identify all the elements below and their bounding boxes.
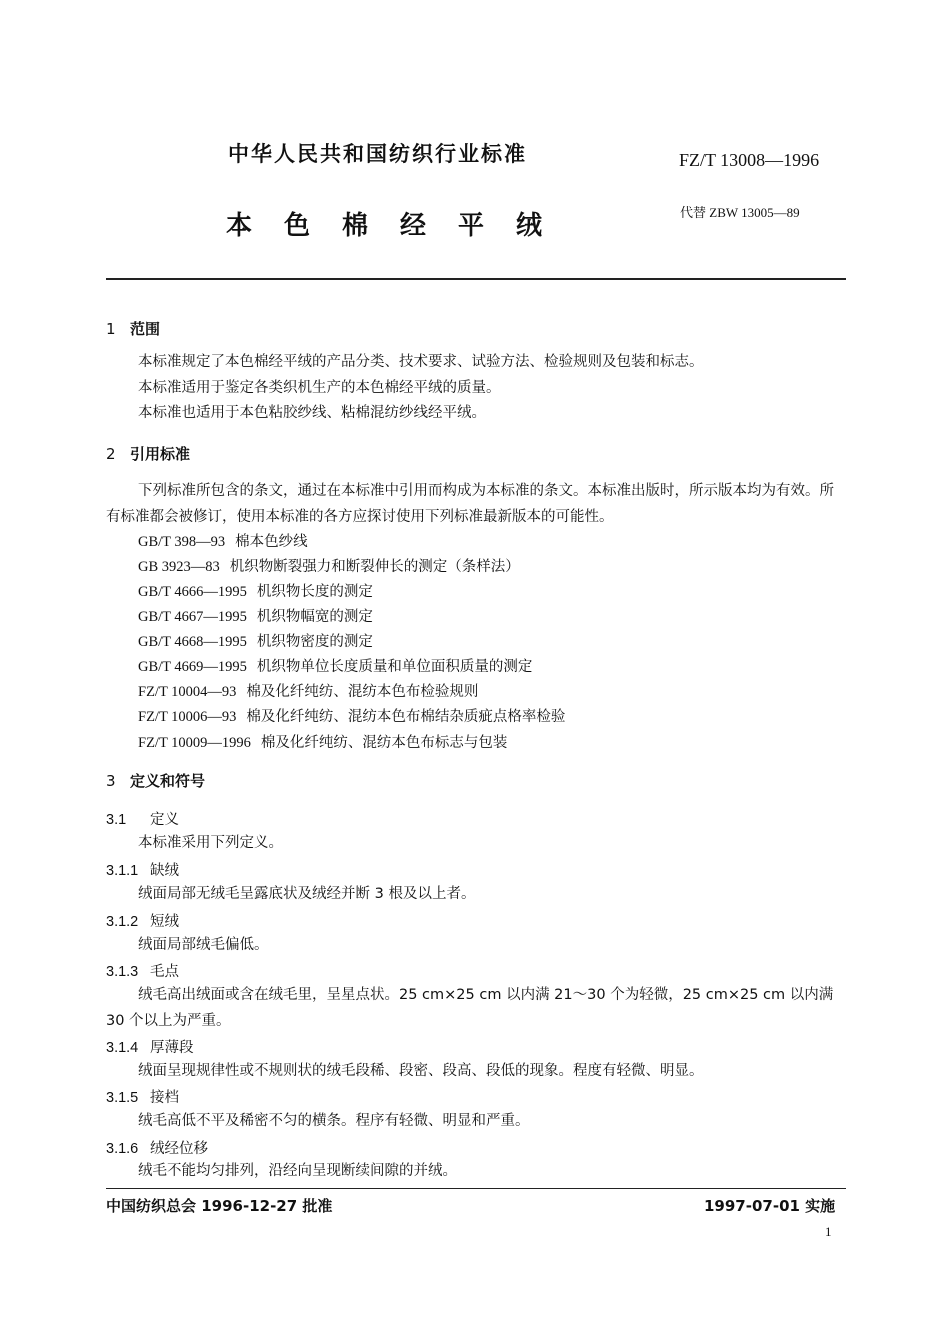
reference-item — [138, 530, 308, 551]
reference-item — [138, 655, 532, 676]
definition-term: 厚薄段 — [150, 1040, 194, 1056]
definition-text: 绒面局部绒毛偏低。 — [138, 937, 269, 953]
definition-term: 缺绒 — [150, 863, 179, 879]
reference-code: GB/T 4668—1995 — [138, 634, 247, 650]
paragraph: 本标准也适用于本色粘胶纱线、粘棉混纺纱线经平绒。 — [138, 405, 486, 421]
reference-item — [138, 605, 373, 626]
definition-number: 3.1.1 — [106, 863, 139, 879]
paragraph: 本标准采用下列定义。 — [138, 835, 283, 851]
reference-name: 机织物断裂强力和断裂伸长的测定（条样法） — [229, 559, 520, 575]
definition-heading — [106, 1036, 194, 1057]
definition-number: 3.1.3 — [106, 964, 139, 980]
reference-item — [138, 555, 520, 576]
reference-name: 机织物长度的测定 — [256, 584, 373, 600]
replaces-note: 代替 ZBW 13005—89 — [680, 205, 800, 220]
reference-code: FZ/T 10009—1996 — [138, 735, 251, 751]
definition-heading — [106, 1137, 208, 1158]
subsection-number: 3.1 — [106, 812, 127, 828]
section-title: 范围 — [130, 320, 161, 338]
reference-code: GB/T 4667—1995 — [138, 609, 247, 625]
reference-item — [138, 580, 373, 601]
definition-number: 3.1.2 — [106, 914, 139, 930]
reference-item — [138, 731, 507, 752]
definition-heading — [106, 1086, 179, 1107]
header-divider — [106, 278, 846, 280]
paragraph: 本标准适用于鉴定各类织机生产的本色棉经平绒的质量。 — [138, 380, 501, 396]
paragraph: 下列标准所包含的条文，通过在本标准中引用而构成为本标准的条文。本标准出版时，所示版本均为有效。所有标准都会被修订，使用本标准的各方应探讨使用下列标准最新版本的可能性。 — [106, 483, 834, 525]
reference-code: GB/T 4669—1995 — [138, 659, 247, 675]
definition-text: 绒毛不能均匀排列，沿经向呈现断续间隙的并绒。 — [138, 1163, 457, 1179]
paragraph: 本标准规定了本色棉经平绒的产品分类、技术要求、试验方法、检验规则及包装和标志。 — [138, 354, 704, 370]
reference-item — [138, 680, 478, 701]
reference-code: FZ/T 10006—93 — [138, 709, 237, 725]
definition-term: 毛点 — [150, 964, 179, 980]
page-number: 1 — [825, 1224, 832, 1239]
reference-item — [138, 705, 565, 726]
section-title: 定义和符号 — [130, 772, 206, 790]
section-number: 3 — [106, 772, 116, 790]
definition-term: 绒经位移 — [150, 1141, 208, 1157]
definition-number: 3.1.4 — [106, 1040, 139, 1056]
reference-name: 机织物单位长度质量和单位面积质量的测定 — [256, 659, 533, 675]
definition-heading — [106, 960, 179, 981]
effective-date: 1997-07-01 实施 — [704, 1197, 836, 1215]
section-title: 引用标准 — [130, 445, 191, 463]
definition-term: 短绒 — [150, 914, 179, 930]
section-2-heading — [106, 443, 190, 464]
reference-name: 棉及化纤纯纺、混纺本色布检验规则 — [246, 684, 479, 700]
reference-name: 棉本色纱线 — [235, 534, 308, 550]
reference-code: GB/T 398—93 — [138, 534, 226, 550]
reference-item — [138, 630, 373, 651]
section-3-heading — [106, 770, 205, 791]
reference-name: 机织物密度的测定 — [256, 634, 373, 650]
subsection-title: 定义 — [150, 812, 179, 828]
reference-name: 棉及化纤纯纺、混纺本色布标志与包装 — [260, 735, 508, 751]
definition-text: 绒面呈现规律性或不规则状的绒毛段稀、段密、段高、段低的现象。程度有轻微、明显。 — [138, 1063, 704, 1079]
definition-heading — [106, 859, 179, 880]
reference-name: 棉及化纤纯纺、混纺本色布棉结杂质疵点格率检验 — [246, 709, 566, 725]
reference-code: GB 3923—83 — [138, 559, 220, 575]
section-number: 1 — [106, 320, 116, 338]
definition-text: 绒毛高出绒面或含在绒毛里，呈星点状。25 cm×25 cm 以内满 21～30 个为轻微，25 cm×25 cm 以内满 30 个以上为严重。 — [106, 987, 834, 1029]
footer-divider — [106, 1188, 846, 1189]
definition-number: 3.1.5 — [106, 1090, 139, 1106]
definition-number: 3.1.6 — [106, 1141, 139, 1157]
definition-term: 接档 — [150, 1090, 179, 1106]
approval-line: 中国纺织总会 1996-12-27 批准 — [106, 1197, 333, 1215]
definition-heading — [106, 910, 179, 931]
definition-text: 绒面局部无绒毛呈露底状及绒经并断 3 根及以上者。 — [138, 886, 476, 902]
reference-code: FZ/T 10004—93 — [138, 684, 237, 700]
reference-name: 机织物幅宽的测定 — [256, 609, 373, 625]
subsection-heading — [106, 808, 179, 829]
definition-text: 绒毛高低不平及稀密不匀的横条。程序有轻微、明显和严重。 — [138, 1113, 530, 1129]
section-number: 2 — [106, 445, 116, 463]
reference-code: GB/T 4666—1995 — [138, 584, 247, 600]
section-1-heading — [106, 318, 160, 339]
document-title: 本色棉经平绒 — [226, 211, 575, 241]
standard-code: FZ/T 13008—1996 — [679, 150, 820, 170]
issuing-body: 中华人民共和国纺织行业标准 — [228, 142, 527, 166]
